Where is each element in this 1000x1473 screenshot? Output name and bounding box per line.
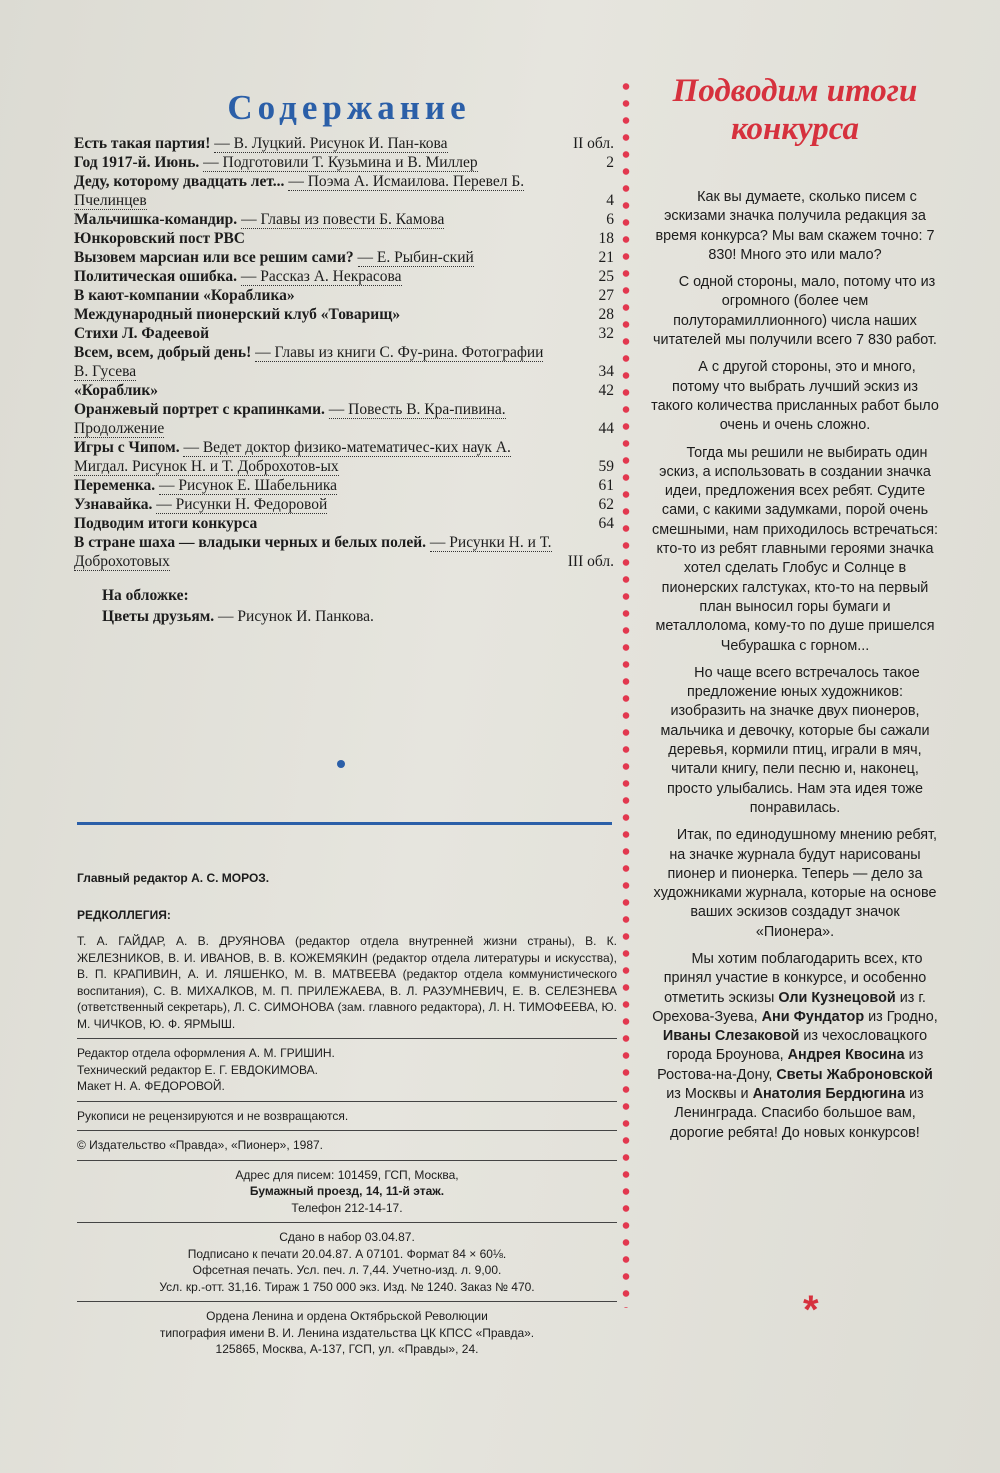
contents-entry — [74, 400, 614, 438]
winner-city: из Ростова-на-Дону, — [657, 1047, 924, 1083]
entry-title: Деду, которому двадцать лет... — [74, 173, 285, 190]
contents-entry — [74, 267, 614, 286]
address-line-1: Адрес для писем: 101459, ГСП, Москва, — [235, 1167, 459, 1182]
manuscripts-note: Рукописи не рецензируются и не возвращаются. — [77, 1108, 349, 1123]
entry-page-number: 32 — [598, 325, 614, 342]
tech-editor: Технический редактор Е. Г. ЕВДОКИМОВА. — [77, 1062, 318, 1077]
contents-entry — [74, 134, 614, 153]
contents-entry — [74, 172, 614, 210]
contents-column — [74, 88, 614, 627]
winner-city: из Ленинграда. Спасибо большое вам, дорогие ребята! До новых конкурсов! — [670, 1086, 924, 1141]
entry-title: Вызовем марсиан или все решим сами? — [74, 249, 354, 266]
entry-title: Год 1917-й. Июнь. — [74, 154, 200, 171]
contents-entry — [74, 229, 614, 248]
article-paragraph-thanks — [650, 950, 940, 1143]
cover-label: На обложке: — [102, 587, 189, 604]
contents-entry — [74, 210, 614, 229]
article-paragraph: Тогда мы решили не выбирать один эскиз, а использовать в создании значка идеи, предложения всех ребят. Судите сами, с какими задумками, порой очень смешными, нам приходилось встречаться: кто-то из ребят главными героями значка хотел сделать Глобус и Солнце в пионерских галстуках, кто-то на первый план выносил горы бумаги и металлолома, кому-то по душе пришелся Чебурашка с горном... — [652, 444, 938, 654]
dotted-separator — [621, 78, 631, 1308]
entry-title: Игры с Чипом. — [74, 439, 180, 456]
entry-page-number: 6 — [606, 211, 614, 228]
entry-credit: — В. Луцкий. Рисунок И. Пан-кова — [214, 135, 448, 152]
entry-page-number: 59 — [598, 458, 614, 475]
imprint-block — [77, 870, 617, 1358]
entry-page-number: III обл. — [567, 553, 614, 570]
winner-name: Андрея Квосина — [787, 1047, 905, 1064]
entry-page-number: 27 — [598, 287, 614, 304]
entry-title: Подводим итоги конкурса — [74, 515, 258, 532]
contents-entry — [74, 533, 614, 571]
winner-name: Иваны Слезаковой — [662, 1028, 800, 1045]
cover-line — [102, 606, 614, 627]
entry-title: Узнавайка. — [74, 496, 153, 513]
contents-entry — [74, 153, 614, 172]
typography-line-3: 125865, Москва, А-137, ГСП, ул. «Правды», 24. — [215, 1342, 479, 1356]
contents-entry — [74, 381, 614, 400]
entry-credit: — Рисунок Е. Шабельника — [159, 477, 338, 494]
entry-credit: — Подготовили Т. Кузьмина и В. Миллер — [203, 154, 478, 171]
entry-credit: — Рассказ А. Некрасова — [240, 268, 402, 285]
entry-page-number: 18 — [598, 230, 614, 247]
entry-credit: — Повесть В. Кра-пивина. Продолжение — [74, 401, 506, 437]
typography-line-2: типография имени В. И. Ленина издательства ЦК КПСС «Правда». — [159, 1325, 535, 1340]
imprint-divider — [77, 1222, 617, 1223]
contents-list — [74, 134, 614, 571]
contents-entry — [74, 248, 614, 267]
print-line-2: Подписано к печати 20.04.87. А 07101. Формат 84 × 60⅛. — [187, 1246, 507, 1261]
entry-page-number: 62 — [598, 496, 614, 513]
entry-title: В стране шаха — владыки черных и белых полей. — [74, 534, 427, 551]
entry-title: Есть такая партия! — [74, 135, 211, 152]
imprint-divider — [77, 1130, 617, 1131]
article-column — [650, 72, 940, 1151]
article-title: Подводим итоги конкурса — [672, 73, 918, 147]
divider-rule — [77, 822, 612, 825]
imprint-divider — [77, 1101, 617, 1102]
entry-page-number: 34 — [598, 363, 614, 380]
entry-page-number: 61 — [598, 477, 614, 494]
board-members: Т. А. ГАЙДАР, А. В. ДРУЯНОВА (редактор отдела внутренней жизни страны), В. К. ЖЕЛЕЗНИКОВ, В. И. ИВАНОВ, В. В. КОЖЕМЯКИН (редактор отдела литературы и искусства), В. П. КРАПИВИН, А. И. ЛЯШЕНКО, М. В. МАТВЕЕВА (редактор отдела коммунистического воспитания), С. В. МИХАЛКОВ, М. П. ПРИЛЕЖАЕВА, В. Л. РАЗУМНЕВИЧ, Е. В. СЕЛЕЗНЕВА (ответственный секретарь), Л. С. СИМОНОВА (зам. главного редактора), Л. Н. ТИМОФЕЕВА, Ю. М. ЧИЧКОВ, Ю. Ф. ЯРМЫШ. — [77, 934, 617, 1031]
entry-page-number: 28 — [598, 306, 614, 323]
print-line-3: Офсетная печать. Усл. печ. л. 7,44. Учетно-изд. л. 9,00. — [192, 1263, 502, 1277]
thanks-intro: Мы хотим поблагодарить всех, кто принял участие в конкурсе, и особенно отметить эскизы — [663, 950, 927, 1006]
entry-title: Мальчишка-командир. — [74, 211, 238, 228]
decorative-dot — [337, 760, 345, 768]
imprint-divider — [77, 1160, 617, 1161]
contents-entry — [74, 438, 614, 476]
design-editor: Редактор отдела оформления А. М. ГРИШИН. — [77, 1046, 335, 1060]
entry-credit: — Главы из повести Б. Камова — [241, 211, 445, 228]
entry-credit: — Рисунки Н. Федоровой — [156, 496, 328, 513]
winner-name: Анатолия Бердюгина — [752, 1086, 906, 1103]
asterisk-ornament: * — [803, 1288, 819, 1332]
article-paragraph: Но чаще всего встречалось такое предложение юных художников: изобразить на значке двух пионеров, мальчика и девочку, которые бы сажали деревья, кормили птиц, играли в мяч, читали книгу, пели песню и, наконец, просто улыбались. Нам эта идея тоже понравилась. — [660, 664, 930, 816]
cover-credit: — Рисунок И. Панкова. — [218, 608, 374, 625]
entry-page-number: 21 — [598, 249, 614, 266]
entry-credit: — Поэма А. Исмаилова. Перевел Б. Пчелинцев — [74, 173, 525, 209]
winner-name: Ани Фундатор — [761, 1008, 865, 1025]
entry-page-number: 25 — [598, 268, 614, 285]
entry-title: Политическая ошибка. — [74, 268, 238, 285]
layout-credit: Макет Н. А. ФЕДОРОВОЙ. — [77, 1079, 225, 1093]
entry-page-number: 2 — [606, 154, 614, 171]
article-paragraph: С одной стороны, мало, потому что из огромного (более чем полуторамиллионного) числа наших читателей мы получили всего 7 830 работ. — [653, 274, 937, 349]
entry-title: Переменка. — [74, 477, 156, 494]
contents-title: Содержание — [227, 88, 471, 127]
winner-city: из г. Орехова-Зуева, — [652, 989, 926, 1025]
board-label: РЕДКОЛЛЕГИЯ: — [77, 907, 171, 922]
entry-credit: — Ведет доктор физико-математичес-ких наук А. Мигдал. Рисунок Н. и Т. Доброхотов-ых — [74, 439, 511, 475]
article-paragraph: Итак, по единодушному мнению ребят, на значке журнала будут нарисованы пионер и пионерка. Теперь — дело за художниками журнала, которые на основе ваших эскизов создадут значок «Пионера». — [653, 827, 938, 940]
article-paragraph: Как вы думаете, сколько писем с эскизами значка получила редакция за время конкурса? Мы вам скажем точно: 7 830! Много это или мало? — [655, 189, 935, 263]
article-paragraph: А с другой стороны, это и много, потому что выбрать лучший эскиз из такого количества присланных работ было очень и очень сложно. — [651, 359, 939, 434]
imprint-divider — [77, 1038, 617, 1039]
winner-city: из Гродно, — [868, 1008, 938, 1025]
print-line-4: Усл. кр.-отт. 31,16. Тираж 1 750 000 экз. Изд. № 1240. Заказ № 470. — [159, 1279, 535, 1294]
entry-title: Всем, всем, добрый день! — [74, 344, 252, 361]
contents-entry — [74, 286, 614, 305]
chief-editor — [77, 870, 617, 887]
winner-city: из чехословацкого города Броунова, — [666, 1028, 928, 1064]
entry-title: Оранжевый портрет с крапинками. — [74, 401, 325, 418]
print-line-1: Сдано в набор 03.04.87. — [279, 1230, 415, 1244]
winner-city: из Москвы и — [666, 1086, 749, 1103]
entry-page-number: 4 — [606, 192, 614, 209]
entry-page-number: 44 — [598, 420, 614, 437]
cover-title: Цветы друзьям. — [102, 608, 215, 625]
entry-page-number: 64 — [598, 515, 614, 532]
winner-name: Оли Кузнецовой — [778, 989, 896, 1006]
entry-title: Стихи Л. Фадеевой — [74, 325, 209, 342]
entry-title: В кают-компании «Кораблика» — [74, 287, 295, 304]
entry-credit: — Главы из книги С. Фу-рина. Фотографии В. Гусева — [74, 344, 544, 380]
contents-entry — [74, 324, 614, 343]
cover-note — [74, 585, 614, 627]
contents-entry — [74, 514, 614, 533]
entry-title: «Кораблик» — [74, 382, 159, 399]
copyright: © Издательство «Правда», «Пионер», 1987. — [77, 1138, 324, 1152]
contents-entry — [74, 343, 614, 381]
contents-entry — [74, 305, 614, 324]
phone: Телефон 212-14-17. — [291, 1200, 403, 1215]
entry-page-number: II обл. — [572, 135, 614, 152]
entry-credit: — Е. Рыбин-ский — [357, 249, 474, 266]
contents-entry — [74, 476, 614, 495]
article-body — [650, 188, 940, 1143]
entry-credit: — Рисунки Н. и Т. Доброхотовых — [74, 534, 552, 570]
chief-editor-name: А. С. МОРОЗ. — [191, 871, 270, 885]
contents-entry — [74, 495, 614, 514]
entry-page-number: 42 — [598, 382, 614, 399]
chief-editor-label: Главный редактор — [77, 871, 188, 885]
typography-line-1: Ордена Ленина и ордена Октябрьской Революции — [206, 1309, 488, 1323]
entry-title: Международный пионерский клуб «Товарищ» — [74, 306, 401, 323]
entry-title: Юнкоровский пост РВС — [74, 230, 245, 247]
imprint-divider — [77, 1301, 617, 1302]
winner-name: Светы Жаброновской — [776, 1066, 933, 1083]
address-line-2: Бумажный проезд, 14, 11-й этаж. — [249, 1184, 445, 1198]
